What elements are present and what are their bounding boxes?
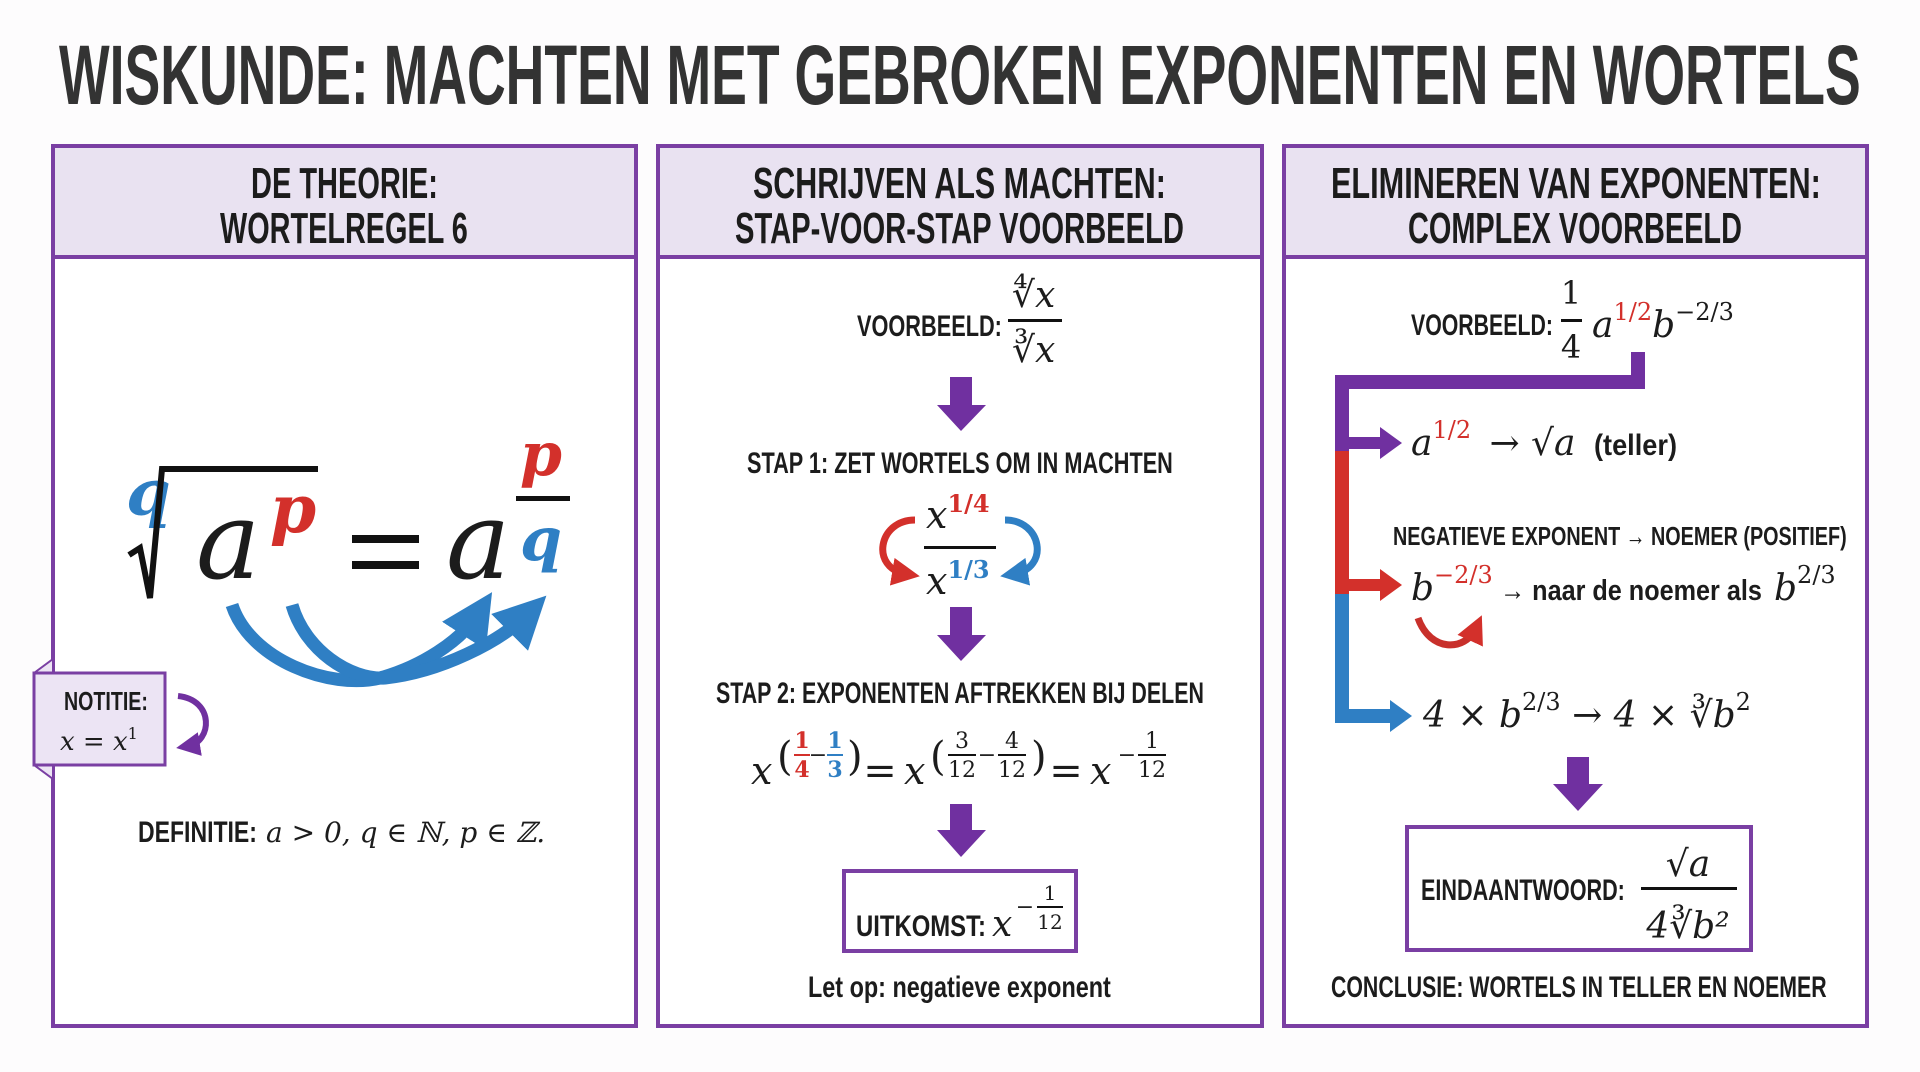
- svg-text:−: −: [1015, 895, 1035, 920]
- svg-text:−: −: [977, 743, 997, 768]
- panel1-header-line2: WORTELREGEL 6: [220, 202, 468, 253]
- example-label: VOORBEELD:: [857, 308, 1002, 343]
- step1-denominator: $x^{1/3}$: [926, 555, 990, 603]
- step2-label: STAP 2: EXPONENTEN AFTREKKEN BIJ DELEN: [716, 675, 1204, 710]
- note-label: NOTITIE:: [64, 686, 148, 716]
- conclusion: CONCLUSIE: WORTELS IN TELLER EN NOEMER: [1331, 969, 1827, 1004]
- svg-text:1: 1: [827, 728, 843, 754]
- page-title: WISKUNDE: MACHTEN MET GEBROKEN EXPONENTEN EN WORTELS: [59, 27, 1861, 122]
- root-index: q: [126, 456, 171, 531]
- panel2-header-line2: STAP-VOOR-STAP VOORBEELD: [735, 202, 1184, 253]
- svg-text:1: 1: [1043, 881, 1057, 905]
- svg-text:12: 12: [1037, 910, 1063, 934]
- panel3-header-line1: ELIMINEREN VAN EXPONENTEN:: [1331, 159, 1821, 209]
- result-label: UITKOMST:: [856, 908, 986, 943]
- svg-text:4: 4: [1560, 328, 1582, 366]
- negative-exponent-rule: NEGATIEVE EXPONENT → NOEMER (POSITIEF): [1393, 521, 1847, 551]
- exponent-denominator: q: [520, 505, 562, 575]
- note-formula: $x = x^1$: [60, 724, 138, 757]
- panel-theory: [53, 146, 636, 1026]
- svg-text:): ): [1031, 734, 1047, 780]
- definition-math: a > 0, q ∈ ℕ, p ∈ ℤ.: [266, 816, 546, 849]
- example-numerator: ∜x: [1012, 275, 1056, 316]
- row-denominator-text: → naar de noemer als: [1500, 573, 1762, 607]
- radicand-base: a: [196, 479, 261, 604]
- svg-text:=: =: [1049, 748, 1083, 794]
- definition-label: DEFINITIE:: [138, 815, 257, 849]
- final-answer-box: [1407, 827, 1751, 950]
- row-denominator-power: $b^{-2/3}$: [1411, 561, 1493, 609]
- panel2-header-line1: SCHRIJVEN ALS MACHTEN:: [753, 159, 1166, 209]
- svg-text:12: 12: [1138, 758, 1166, 783]
- svg-text:√a: √a: [1665, 844, 1711, 885]
- radicand-power: p: [270, 470, 317, 548]
- svg-text:1: 1: [1560, 274, 1582, 312]
- svg-text:(: (: [930, 734, 946, 780]
- svg-text:−: −: [808, 743, 828, 768]
- row-combined-step: $4 \times b^{2/3} \to 4$ × $∛b^2$: [1423, 688, 1751, 736]
- final-answer-label: EINDAANTWOORD:: [1421, 872, 1625, 907]
- row-denominator-result: $b^{2/3}$: [1774, 561, 1836, 609]
- svg-text:x: x: [751, 749, 773, 793]
- svg-text:x: x: [992, 904, 1013, 945]
- result-box: [844, 871, 1076, 951]
- svg-text:4∛b²: 4∛b²: [1646, 906, 1730, 947]
- svg-text:12: 12: [948, 758, 976, 783]
- svg-text:1: 1: [1145, 729, 1159, 754]
- svg-text:): ): [847, 734, 863, 780]
- svg-text:1: 1: [794, 728, 810, 754]
- note-callout: [34, 659, 165, 779]
- panel1-header-line1: DE THEORIE:: [251, 157, 438, 208]
- rhs-base: a: [446, 479, 511, 604]
- svg-text:x: x: [904, 749, 926, 793]
- equals-sign: [352, 535, 419, 543]
- exponent-fraction-bar: [516, 496, 570, 501]
- svg-text:3: 3: [827, 757, 843, 783]
- example-denominator: ∛x: [1012, 330, 1056, 371]
- exponent-numerator: p: [520, 420, 562, 490]
- svg-text:3: 3: [955, 729, 969, 754]
- svg-text:=: =: [863, 748, 897, 794]
- svg-text:4: 4: [794, 757, 810, 783]
- example-label: VOORBEELD:: [1411, 307, 1553, 342]
- svg-text:12: 12: [998, 758, 1026, 783]
- step1-numerator: $x^{1/4}$: [926, 489, 990, 537]
- warning-note: Let op: negatieve exponent: [808, 970, 1111, 1004]
- svg-text:x: x: [1090, 749, 1112, 793]
- svg-text:4: 4: [1005, 729, 1019, 754]
- row-numerator-tag: (teller): [1593, 428, 1677, 463]
- svg-text:−: −: [1117, 743, 1137, 768]
- row-numerator-power: $a^{1/2}$: [1411, 416, 1472, 464]
- panel3-header-line2: COMPLEX VOORBEELD: [1408, 202, 1742, 253]
- svg-text:(: (: [777, 734, 793, 780]
- row-numerator-root: → √a: [1478, 423, 1587, 464]
- step1-label: STAP 1: ZET WORTELS OM IN MACHTEN: [747, 445, 1173, 480]
- example-expression: $a^{1/2}b^{-2/3}$: [1592, 298, 1734, 346]
